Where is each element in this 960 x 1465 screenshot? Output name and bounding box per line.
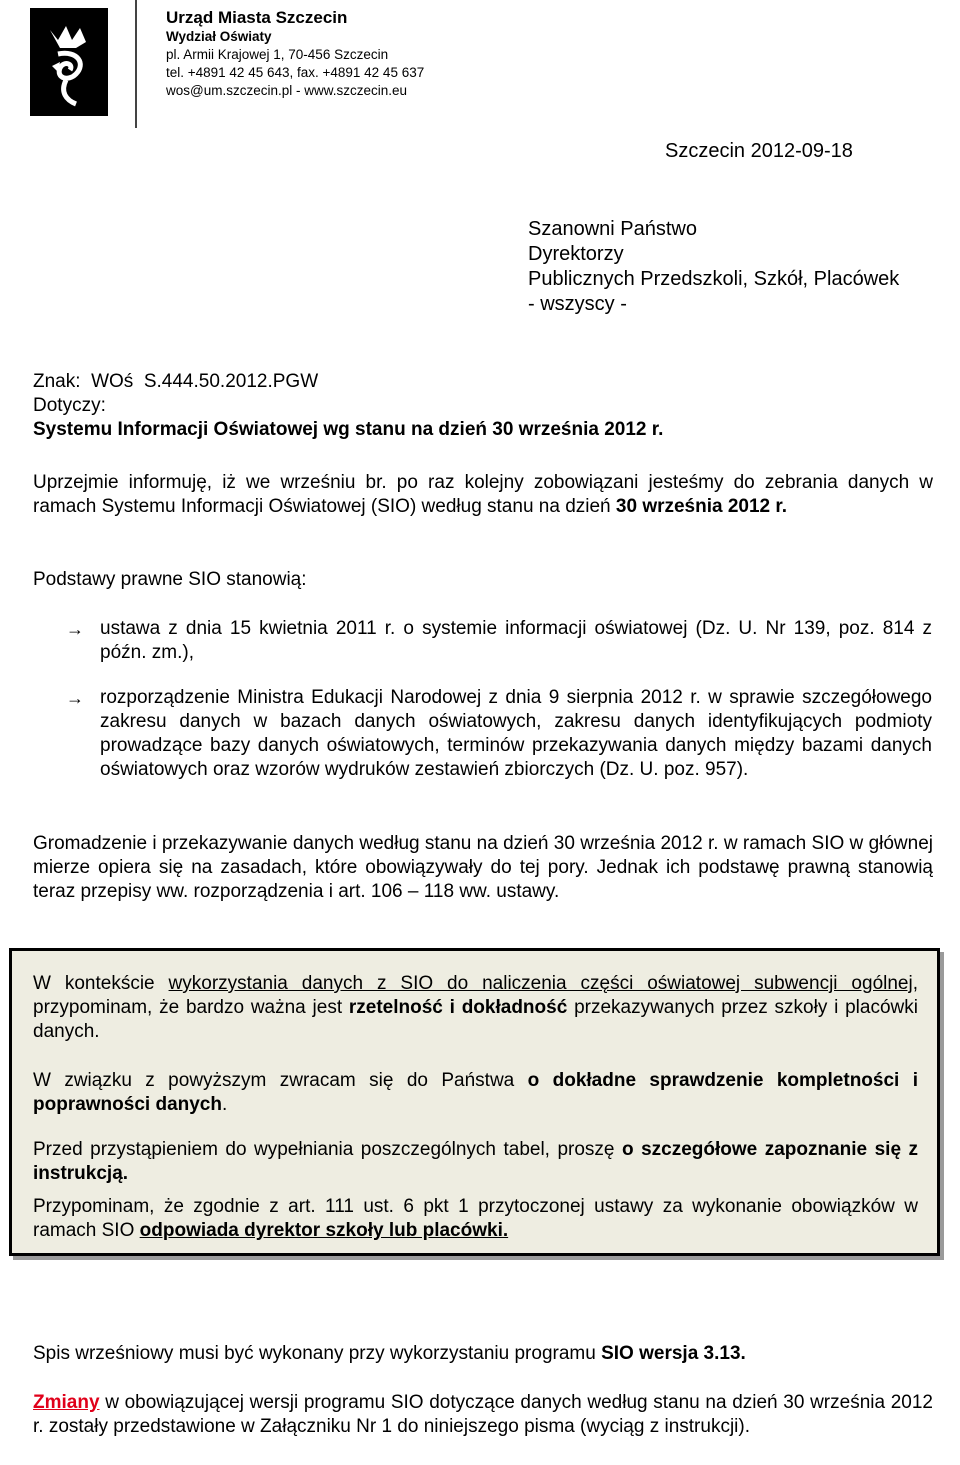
addressee-line: - wszyscy - [528,293,627,315]
notice-text: , przypominam, że bardzo ważna jest [33,973,918,1018]
addressee [528,217,899,317]
notice-paragraph [33,1138,918,1186]
notice-text: . [221,1094,228,1115]
changes-text: w obowiązującej wersji programu SIO dotyczące danych według stanu na dzień 30 września 2012 r. zostały przedstawione w Załączniku Nr 1 do niniejszego pisma (wyciąg z instrukcji). [33,1392,933,1437]
intro-text: Uprzejmie informuję, iż we wrześniu br. po raz kolejny zobowiązani jesteśmy do zebrania danych w ramach Systemu Informacji Oświatowej (SIO) według stanu na dzień [33,472,933,517]
program-version: SIO wersja 3.13. [601,1343,746,1364]
legal-basis-heading: Podstawy prawne SIO stanowią: [33,569,307,590]
notice-bold: o szczegółowe zapoznanie się z instrukcją. [33,1139,918,1184]
notice-paragraph [33,972,918,1044]
notice-bold-underlined: odpowiada dyrektor szkoły lub placówki. [139,1220,509,1241]
notice-text: przekazywanych przez szkoły i placówki danych. [33,997,918,1042]
office-web: wos@um.szczecin.pl - www.szczecin.eu [166,83,408,98]
reference-block [33,370,933,442]
addressee-line: Publicznych Przedszkoli, Szkół, Placówek [528,268,900,290]
notice-bold: o dokładne sprawdzenie kompletności i poprawności danych [33,1070,918,1115]
notice-paragraph [33,1195,918,1243]
notice-text: Przypominam, że zgodnie z art. 111 ust. 6 pkt 1 przytoczonej ustawy za wykonanie obowiązków w ramach SIO [33,1196,918,1241]
collection-paragraph: Gromadzenie i przekazywanie danych według stanu na dzień 30 września 2012 r. w ramach SIO w głównej mierze opiera się na zasadach, które obowiązywały do tej pory. Jednak ich podstawę prawną stanowią teraz przepisy ww. rozporządzenia i art. 106 – 118 ww. ustawy. [33,833,933,902]
office-name: Urząd Miasta Szczecin [166,8,348,27]
letterhead-divider [135,0,137,128]
list-item-text: ustawa z dnia 15 kwietnia 2011 r. o systemie informacji oświatowej (Dz. U. Nr 139, poz. 814 z późn. zm.), [100,618,932,663]
reference-subject-label: Dotyczy: [33,395,106,416]
intro-paragraph [33,471,933,519]
letter-date: Szczecin 2012-09-18 [665,140,853,162]
addressee-line: Dyrektorzy [528,243,624,265]
changes-paragraph [33,1391,933,1439]
addressee-line: Szanowni Państwo [528,218,697,240]
list-item [66,617,932,665]
notice-text: W związku z powyższym zwracam się do Państwa [33,1070,528,1091]
city-crest-icon [30,8,108,116]
reference-subject: Systemu Informacji Oświatowej wg stanu na dzień 30 września 2012 r. [33,419,664,440]
notice-text: W kontekście [33,973,169,994]
list-item [66,686,932,782]
notice-underlined: wykorzystania danych z SIO do naliczenia części oświatowej subwencji ogólnej [168,973,913,994]
right-arrow-icon: → [66,688,84,708]
office-phone: tel. +4891 42 45 643, fax. +4891 42 45 637 [166,65,425,80]
census-note [33,1342,746,1366]
notice-paragraph [33,1069,918,1117]
changes-label: Zmiany [33,1392,100,1413]
notice-bold: rzetelność i dokładność [348,997,568,1018]
list-item-text: rozporządzenie Ministra Edukacji Narodowej z dnia 9 sierpnia 2012 r. w sprawie szczegółowego zakresu danych w bazach danych oświatowych, zakresu danych identyfikujących podmioty prowadzące bazy danych oświatowych, terminów przekazywania danych między bazami danych oświatowych oraz wzorów wydruków zestawień zbiorczych (Dz. U. poz. 957). [100,687,932,780]
intro-date: 30 września 2012 r. [615,496,788,517]
department-name: Wydział Oświaty [166,29,272,44]
right-arrow-icon: → [66,619,84,639]
notice-text: Przed przystąpieniem do wypełniania poszczególnych tabel, proszę [33,1139,622,1160]
letterhead [166,8,424,100]
reference-number: Znak: WOś S.444.50.2012.PGW [33,371,319,392]
census-text: Spis wrześniowy musi być wykonany przy wykorzystaniu programu [33,1343,602,1364]
notice-box [9,948,940,1256]
office-address: pl. Armii Krajowej 1, 70-456 Szczecin [166,47,389,62]
